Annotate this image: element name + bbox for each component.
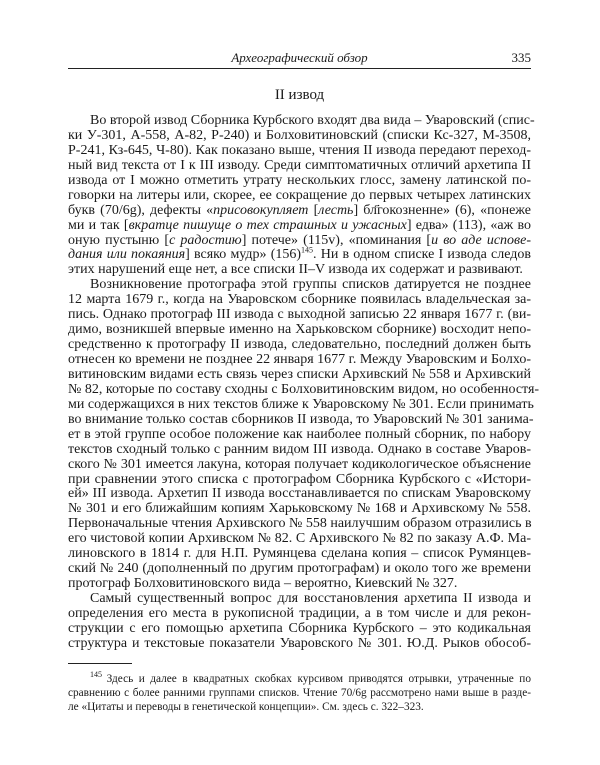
footnote-line <box>68 686 531 700</box>
text-line <box>68 144 531 159</box>
footnote-ref: 145 <box>301 245 314 255</box>
text-segment: оную пустыню [ <box>68 232 170 248</box>
text-line <box>68 532 531 547</box>
text-segment: ми и так [ <box>68 217 129 233</box>
footnote-line <box>68 672 531 686</box>
text-segment: № 82, которые по составу сходны с Болховитиновским видом, но особенностя- <box>68 381 540 397</box>
text-line <box>68 487 531 502</box>
text-line <box>68 381 540 398</box>
text-line <box>68 219 531 234</box>
footnote-number: 145 <box>90 670 107 680</box>
text-segment: извода от I можно отметить утрату нескольких глосс, замену латинской по- <box>68 172 531 188</box>
text-line <box>68 411 534 428</box>
text-segment: текстов сходный только с ранним видом III извода. Однако в составе Уваров- <box>68 441 531 457</box>
text-segment: Во второй извод Сборника Курбского входят два вида – Уваровский (спис- <box>90 113 535 128</box>
text-segment: ми содержащихся в них текстов ближе к Уваровскому № 301. Если принимать <box>68 396 534 412</box>
text-line <box>68 368 531 383</box>
text-segment: при сравнении этого списка с протографом Сборника Курбского с «Истори- <box>68 471 531 487</box>
text-segment: ] всяко мудр» (156) <box>185 247 302 263</box>
text-segment: букв (70/6g), дефекты « <box>68 202 214 218</box>
text-line <box>68 622 531 637</box>
text-segment: ] потече» (115v), «поминания [ <box>241 232 432 248</box>
text-line <box>68 338 531 353</box>
running-title: Археографический обзор <box>231 50 368 65</box>
footnote <box>68 672 531 714</box>
text-segment: средственно к протографу II извода, следовательно, последний должен быть <box>68 337 531 353</box>
footnote-line <box>68 700 531 714</box>
text-segment: определения его места в рукописной традиции, а в том числе и для рекон- <box>68 605 531 621</box>
text-segment: Возникновение протографа этой группы списков датируется не позднее <box>90 277 531 293</box>
text-line <box>68 517 531 532</box>
section-title: II извод <box>274 87 325 103</box>
text-segment: этих нарушений еще нет, а все списки II–V извода их содержат и развивают. <box>68 262 523 278</box>
text-line <box>68 458 531 473</box>
body-text <box>68 113 540 652</box>
italic-text: с радостию <box>169 232 242 248</box>
text-segment: № 301 и его ближайшим копиям Харьковскому № 168 и Архивскому № 558. <box>68 501 531 517</box>
text-line <box>68 278 531 293</box>
text-line <box>68 502 531 517</box>
text-line <box>68 577 531 592</box>
text-line <box>68 113 535 129</box>
text-line <box>68 443 531 458</box>
text-segment: отнесен ко времени не позднее 22 января 1677 г. Между Уваровским и Болхо- <box>68 352 531 367</box>
text-segment: ный вид текста от I к III изводу. Среди симптоматичных отличий архетипа II <box>68 157 531 173</box>
text-segment: ки У-301, А-558, А-82, Р-240) и Болховитиновский (списки Кс-327, М-3508, <box>68 127 531 143</box>
text-segment: линовского в 1814 г. для Н.П. Румянцева сделана копия – список Румянцев- <box>68 546 531 562</box>
text-segment: . Ни в одном списке I извода следов <box>313 247 531 263</box>
text-segment: ей» III извода. Архетип II извода восстанавливается по спискам Уваровскому <box>68 486 531 502</box>
text-line <box>68 293 531 308</box>
running-header <box>68 48 531 69</box>
text-segment: [ <box>308 202 319 218</box>
text-line <box>68 204 531 219</box>
footnote-text: Здесь и далее в квадратных скобках курсивом приводятся отрывки, утраченные по <box>106 673 531 685</box>
text-line <box>68 592 531 607</box>
text-line <box>68 323 531 338</box>
text-line <box>68 159 531 174</box>
italic-text: и во аде испове- <box>431 232 532 248</box>
text-line <box>68 428 531 443</box>
text-segment: ет в этой группе особое положение как наиболее полный сборник, по набору <box>68 426 531 442</box>
text-segment: во внимание только состав сборников II извода, то Уваровский № 301 занима- <box>68 411 534 427</box>
text-line <box>68 263 531 278</box>
text-line <box>68 396 534 413</box>
italic-text: дания или покаяния <box>68 247 186 263</box>
text-line <box>68 308 531 323</box>
italic-text: вкратце пишуще о тех страшных и ужасных <box>128 217 407 233</box>
text-line <box>68 353 531 368</box>
text-line <box>68 245 531 263</box>
text-line <box>68 547 531 562</box>
text-line <box>68 189 531 204</box>
text-line <box>68 607 531 622</box>
text-line <box>68 174 531 189</box>
text-line <box>68 129 531 144</box>
text-segment: ский № 240 (дополненный по другим протографам) и около того же времени <box>68 561 531 577</box>
text-segment: димо, возникшей впервые именно на Харьковском сборнике) восходит непо- <box>68 322 531 338</box>
text-line <box>68 562 531 577</box>
footnote-text: ле «Цитаты и переводы в генетической концепции». См. здесь с. 322–323. <box>68 701 424 713</box>
text-segment: ] едва» (113), «аж во <box>406 217 532 233</box>
text-segment: структура и текстовые показатели Уваровского № 301. Ю.Д. Рыков обособ- <box>68 635 531 651</box>
text-segment: витиновским видами есть связь через списки Архивский № 558 и Архивский <box>68 366 531 382</box>
footnote-divider <box>68 663 132 664</box>
text-segment: 12 марта 1679 г., когда на Уваровском сборнике появилась владельческая за- <box>68 292 531 308</box>
text-segment: пись. Однако протограф III извода с выходной записью 22 января 1677 г. (ви- <box>68 307 531 323</box>
italic-text: лесть <box>318 202 354 218</box>
text-segment: говорки на литеры или, скорее, ее сокращение до первых четырех латинских <box>68 187 531 203</box>
italic-text: присовокупляет <box>213 202 309 218</box>
text-segment: протограф Болховитиновского вида – вероятно, Киевский № 327. <box>68 576 458 592</box>
text-segment: его чистовой копии Архивском № 82. С Архивского № 82 по заказу А.Ф. Ма- <box>68 531 531 547</box>
text-segment: Р-241, Кз-645, Ч-80). Как показано выше, чтения II извода передают переход- <box>68 142 531 158</box>
text-segment: Первоначальные чтения Архивского № 558 наилучшим образом отразились в <box>68 516 532 532</box>
page-number: 335 <box>511 50 531 65</box>
text-line <box>68 637 531 652</box>
footnote-text: сравнению с более ранними группами списков. Чтение 70/6g рассмотрено нами выше в разде- <box>68 687 531 699</box>
text-segment: струкции с его помощью архетипа Сборника Курбского – это кодикальная <box>68 620 531 636</box>
text-line <box>68 473 531 488</box>
text-segment: Самый существенный вопрос для восстановления архетипа II извода и <box>90 591 531 606</box>
text-segment: ] бл҃гокозненне» (6), «понеже <box>353 202 531 218</box>
text-segment: ского № 301 имеется лакуна, которая получает кодикологическое объяснение <box>68 456 531 472</box>
